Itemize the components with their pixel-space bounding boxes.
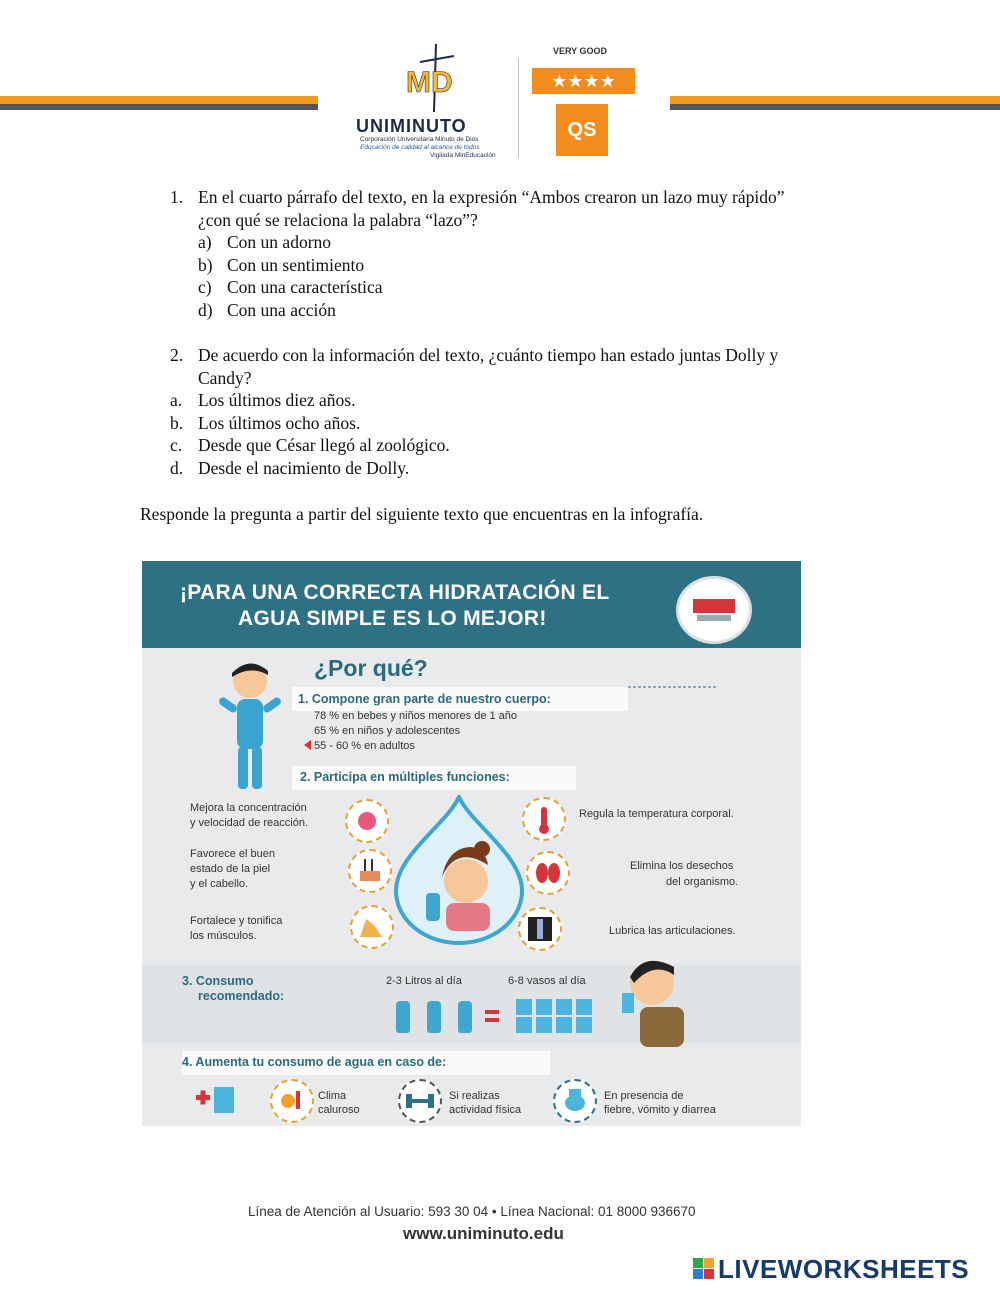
instruction-text: Responde la pregunta a partir del siguiente texto que encuentras en la infografía.	[140, 504, 704, 524]
question-2-number: 2.	[170, 345, 184, 365]
water-bottle-icon	[427, 1001, 441, 1033]
section-4-title: 4. Aumenta tu consumo de agua en caso de:	[182, 1055, 447, 1069]
option-text[interactable]: Los últimos diez años.	[198, 390, 356, 410]
pointer-arrow-icon	[304, 740, 311, 750]
condition-illness-l2: fiebre, vómito y diarrea	[604, 1104, 716, 1116]
option-letter: c)	[198, 277, 212, 297]
option-letter: b)	[198, 255, 213, 275]
composition-babies: 78 % en bebes y niños menores de 1 año	[314, 710, 518, 722]
option-text[interactable]: Con una acción	[227, 300, 336, 320]
function-concentration-l1: Mejora la concentración	[190, 802, 307, 814]
footer-url[interactable]: www.uniminuto.edu	[403, 1224, 564, 1243]
hydration-infographic	[142, 561, 801, 1126]
option-letter: b.	[170, 413, 184, 433]
equals-icon	[485, 1010, 499, 1022]
water-glass-icon	[516, 999, 532, 1015]
university-name: UNIMINUTO	[356, 116, 467, 136]
question-1-stem-line2: ¿con qué se relaciona la palabra “lazo”?	[198, 210, 478, 230]
rating-stars: ★★★★	[532, 68, 635, 94]
question-2-stem-line2: Candy?	[198, 368, 252, 388]
function-waste-l1: Elimina los desechos	[630, 860, 734, 872]
nutrition-institute-badge-icon	[676, 576, 752, 644]
boy-drinking-icon	[604, 947, 690, 1047]
option-text[interactable]: Desde que César llegó al zoológico.	[198, 435, 450, 455]
university-subtitle: Corporación Universitaria Minuto de Dios	[360, 136, 479, 143]
water-drop-girl-icon	[386, 795, 532, 945]
section-1-title: 1. Compone gran parte de nuestro cuerpo:	[298, 692, 551, 706]
option-letter: a)	[198, 232, 212, 252]
glasses-per-day: 6-8 vasos al día	[508, 975, 586, 987]
option-text[interactable]: Con una característica	[227, 277, 383, 297]
water-glass-icon	[556, 999, 572, 1015]
header-bar-left	[0, 96, 318, 104]
water-glass-icon	[516, 1017, 532, 1033]
option-text[interactable]: Con un sentimiento	[227, 255, 365, 275]
function-skin-l1: Favorece el buen	[190, 848, 275, 860]
water-bottle-icon	[396, 1001, 410, 1033]
section-3-title-l1: 3. Consumo	[182, 974, 254, 988]
header-divider	[518, 58, 519, 158]
water-glass-icon	[576, 1017, 592, 1033]
logo-initials: MD	[406, 66, 453, 99]
water-glass-icon	[576, 999, 592, 1015]
glass-plus-icon	[196, 1081, 240, 1117]
kidney-icon	[526, 851, 570, 895]
condition-hot-l2: caluroso	[318, 1104, 360, 1116]
option-letter: c.	[170, 435, 183, 455]
water-glass-icon	[536, 1017, 552, 1033]
toilet-icon	[553, 1079, 597, 1123]
function-muscles-l2: los músculos.	[190, 930, 257, 942]
infographic-title-line2: AGUA SIMPLE ES LO MEJOR!	[238, 607, 547, 630]
sun-thermometer-icon	[270, 1079, 314, 1123]
thermometer-icon	[522, 797, 566, 841]
water-bottle-icon	[458, 1001, 472, 1033]
question-1-stem-line1: En el cuarto párrafo del texto, en la expresión “Ambos crearon un lazo muy rápido”	[198, 187, 785, 207]
rating-label: VERY GOOD	[553, 46, 608, 56]
function-skin-l3: y el cabello.	[190, 878, 249, 890]
function-muscles-l1: Fortalece y tonifica	[190, 915, 283, 927]
liters-per-day: 2-3 Litros al día	[386, 975, 462, 987]
function-skin-l2: estado de la piel	[190, 863, 271, 875]
university-vigilada: Vigilada MinEducación	[430, 152, 496, 159]
child-figure-icon	[210, 655, 290, 795]
function-waste-l2: del organismo.	[666, 876, 739, 888]
condition-exercise-l1: Si realizas	[449, 1090, 500, 1102]
why-heading: ¿Por qué?	[314, 655, 428, 681]
function-concentration-l2: y velocidad de reacción.	[190, 817, 309, 829]
liveworksheets-logo-icon	[693, 1258, 715, 1280]
condition-exercise-l2: actividad física	[449, 1104, 522, 1116]
question-1-number: 1.	[170, 187, 184, 207]
section-2-title: 2. Participa en múltiples funciones:	[300, 770, 510, 784]
condition-hot-l1: Clima	[318, 1090, 347, 1102]
uniminuto-logo	[398, 42, 468, 114]
water-glass-icon	[556, 1017, 572, 1033]
question-2-stem-line1: De acuerdo con la información del texto, ¿cuánto tiempo han estado juntas Dolly y	[198, 345, 779, 365]
option-letter: d)	[198, 300, 213, 320]
university-slogan: Educación de calidad al alcance de todos	[360, 144, 480, 151]
brain-icon	[345, 799, 389, 843]
option-text[interactable]: Los últimos ocho años.	[198, 413, 361, 433]
section-3-title-l2: recomendado:	[198, 989, 285, 1003]
composition-children: 65 % en niños y adolescentes	[314, 725, 461, 737]
joint-xray-icon	[518, 907, 562, 951]
function-temperature: Regula la temperatura corporal.	[579, 808, 734, 820]
footer-contact-lines: Línea de Atención al Usuario: 593 30 04 • Línea Nacional: 01 8000 936670	[248, 1204, 696, 1219]
composition-adults: 55 - 60 % en adultos	[314, 740, 415, 752]
condition-illness-l1: En presencia de	[604, 1090, 684, 1102]
dumbbell-icon	[398, 1079, 442, 1123]
dotted-divider	[628, 685, 718, 689]
option-letter: d.	[170, 458, 184, 478]
infographic-title-line1: ¡PARA UNA CORRECTA HIDRATACIÓN EL	[180, 581, 610, 604]
water-glass-icon	[536, 999, 552, 1015]
option-text[interactable]: Con un adorno	[227, 232, 332, 252]
liveworksheets-brand: LIVEWORKSHEETS	[718, 1254, 970, 1284]
header-bar-right	[670, 96, 1000, 104]
qs-badge: QS	[556, 104, 608, 156]
option-text[interactable]: Desde el nacimiento de Dolly.	[198, 458, 410, 478]
function-joints: Lubrica las articulaciones.	[609, 925, 736, 937]
option-letter: a.	[170, 390, 183, 410]
header-bar-left-dark	[0, 104, 318, 110]
header-bar-right-dark	[670, 104, 1000, 110]
